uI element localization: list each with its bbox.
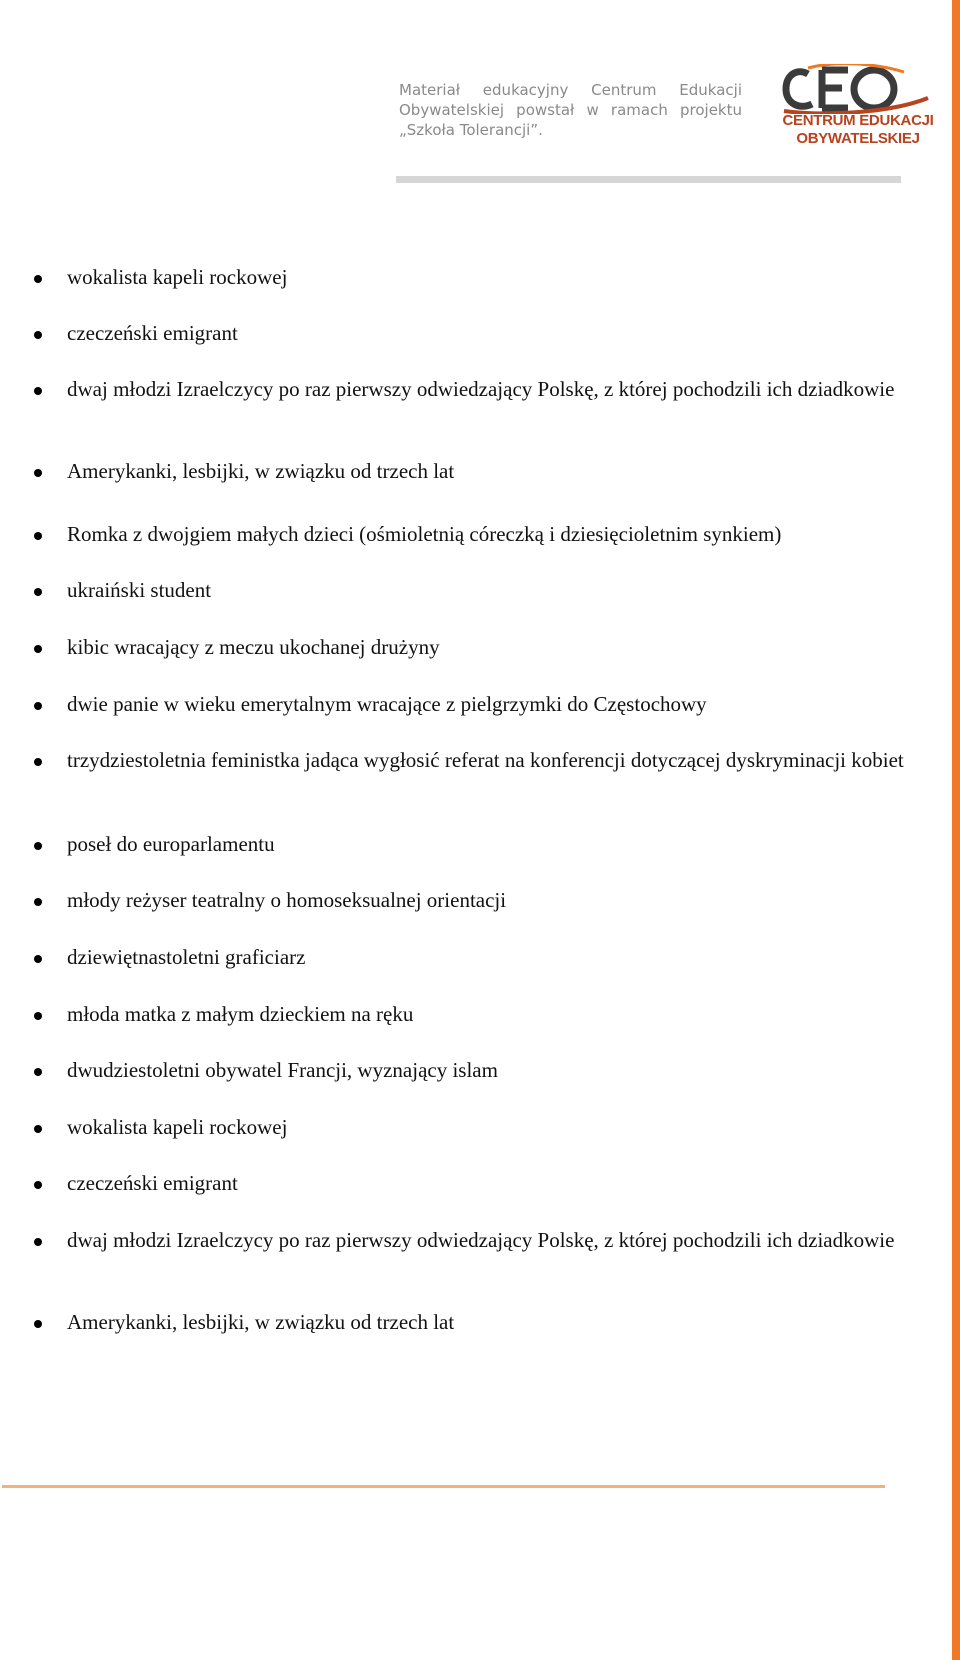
list-item-text: czeczeński emigrant [67, 321, 238, 345]
ceo-logo [778, 64, 938, 154]
bullet-icon [34, 588, 42, 596]
logo-line-1: CENTRUM EDUKACJI [782, 112, 934, 129]
header-divider [396, 176, 901, 183]
list-item-text: wokalista kapeli rockowej [67, 265, 288, 289]
header-intro-line: Obywatelskiej powstał w ramach projektu [399, 101, 742, 119]
header-intro-line: Materiał edukacyjny Centrum Edukacji [399, 81, 742, 99]
bullet-icon [34, 1181, 42, 1189]
list-item-text: poseł do europarlamentu [67, 832, 275, 856]
bullet-icon [34, 331, 42, 339]
bullet-icon [34, 645, 42, 653]
list-item-text: kibic wracający z meczu ukochanej drużyny [67, 635, 440, 659]
list-item-text: Amerykanki, lesbijki, w związku od trzech lat [67, 459, 455, 483]
bullet-icon [34, 469, 42, 477]
bullet-icon [34, 1012, 42, 1020]
list-item-text: młoda matka z małym dzieckiem na ręku [67, 1002, 414, 1026]
list-item-text: dziewiętnastoletni graficiarz [67, 945, 306, 969]
bullet-icon [34, 1125, 42, 1133]
ceo-logo-mark [778, 64, 938, 114]
list-item-text: młody reżyser teatralny o homoseksualnej orientacji [67, 888, 507, 912]
bullet-icon [34, 1238, 42, 1246]
list-item-text: dwie panie w wieku emerytalnym wracające z pielgrzymki do Częstochowy [67, 692, 707, 716]
header-intro [399, 80, 742, 140]
list-item-text: czeczeński emigrant [67, 1171, 238, 1195]
bullet-icon [34, 387, 42, 395]
list-item-text: dwudziestoletni obywatel Francji, wyznający islam [67, 1058, 498, 1082]
bullet-icon [34, 275, 42, 283]
list-item-text: dwaj młodzi Izraelczycy po raz pierwszy odwiedzający Polskę, z której pochodzili ich dziadkowie [67, 377, 895, 401]
bullet-icon [34, 1320, 42, 1328]
header-intro-line: „Szkoła Tolerancji”. [399, 121, 543, 139]
bullet-icon [34, 702, 42, 710]
list-item-text: wokalista kapeli rockowej [67, 1115, 288, 1139]
bullet-icon [34, 758, 42, 766]
list-item-text: dwaj młodzi Izraelczycy po raz pierwszy odwiedzający Polskę, z której pochodzili ich dziadkowie [67, 1228, 895, 1252]
logo-line-2: OBYWATELSKIEJ [796, 130, 920, 147]
list-item-text: Romka z dwojgiem małych dzieci (ośmioletnią córeczką i dziesięcioletnim synkiem) [67, 522, 782, 546]
list-item-text: trzydziestoletnia feministka jadąca wygłosić referat na konferencji dotyczącej dyskryminacji kobiet [67, 748, 904, 772]
footer-divider [2, 1485, 885, 1488]
bullet-icon [34, 898, 42, 906]
bullet-icon [34, 955, 42, 963]
bullet-icon [34, 532, 42, 540]
bullet-icon [34, 1068, 42, 1076]
right-edge-accent-bar [952, 0, 960, 1660]
list-item-text: ukraiński student [67, 578, 212, 602]
list-item-text: Amerykanki, lesbijki, w związku od trzech lat [67, 1310, 455, 1334]
bullet-icon [34, 842, 42, 850]
